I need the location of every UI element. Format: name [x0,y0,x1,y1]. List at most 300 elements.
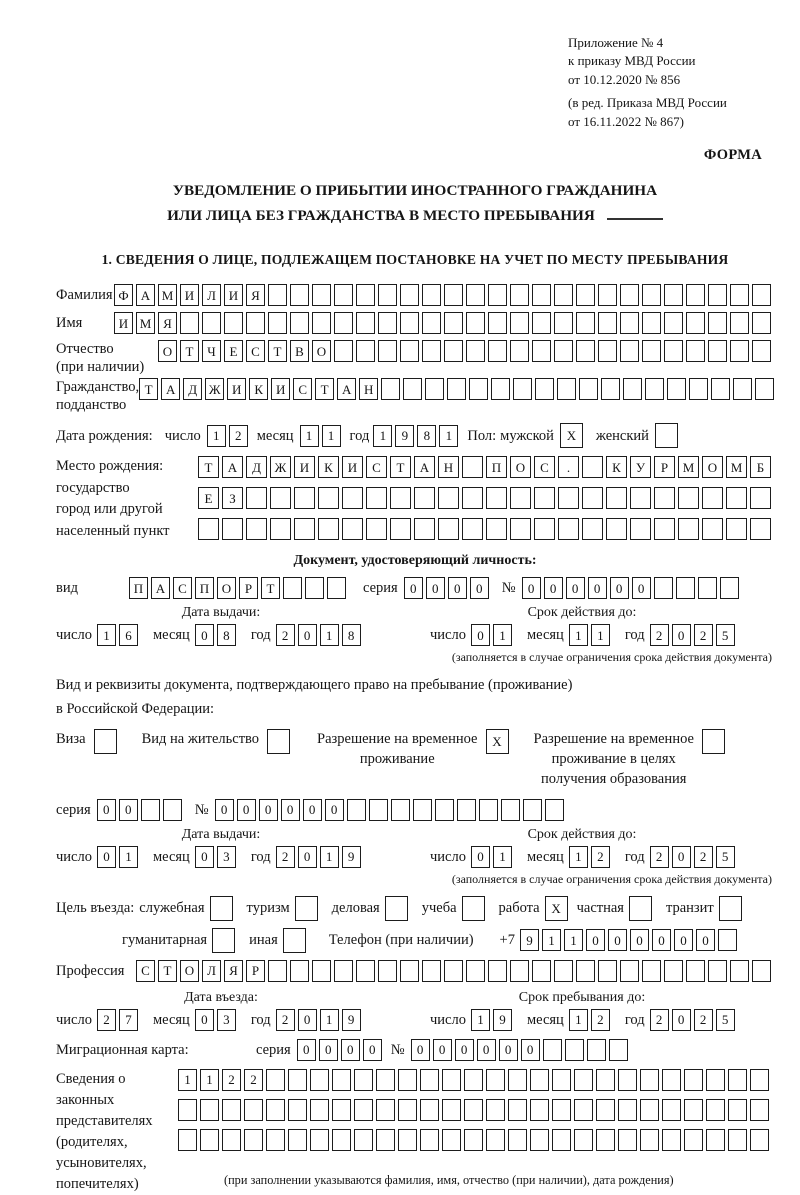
char-cell[interactable] [606,518,627,540]
char-cell[interactable] [354,1099,373,1121]
char-cell[interactable]: К [318,456,339,478]
char-cell[interactable]: 0 [195,846,214,868]
char-cell[interactable]: 2 [650,1009,669,1031]
char-cell[interactable] [642,312,661,334]
char-cell[interactable] [582,518,603,540]
char-cell[interactable] [342,518,363,540]
char-cell[interactable] [728,1069,747,1091]
char-cell[interactable]: У [630,456,651,478]
char-cell[interactable] [726,518,747,540]
char-cell[interactable]: А [161,378,180,400]
char-cell[interactable]: П [195,577,214,599]
char-cell[interactable]: Н [438,456,459,478]
char-cell[interactable] [462,487,483,509]
char-cell[interactable]: Т [268,340,287,362]
char-cell[interactable]: Я [246,284,265,306]
char-cell[interactable] [222,1129,241,1151]
char-cell[interactable] [640,1069,659,1091]
char-cell[interactable] [684,1069,703,1091]
char-cell[interactable] [310,1069,329,1091]
char-cell[interactable]: Т [180,340,199,362]
char-cell[interactable]: 0 [363,1039,382,1061]
char-cell[interactable] [444,312,463,334]
char-cell[interactable]: 5 [716,846,735,868]
char-cell[interactable]: 0 [303,799,322,821]
char-cell[interactable] [366,518,387,540]
char-cell[interactable]: 0 [237,799,256,821]
char-cell[interactable] [464,1069,483,1091]
option-temp-residence-education[interactable] [534,729,728,789]
char-cell[interactable]: 0 [477,1039,496,1061]
char-cell[interactable] [444,960,463,982]
char-cell[interactable] [598,960,617,982]
char-cell[interactable] [601,378,620,400]
char-cell[interactable]: 1 [300,425,319,447]
char-cell[interactable] [510,340,529,362]
char-cell[interactable] [447,378,466,400]
char-cell[interactable] [486,487,507,509]
char-cell[interactable]: 1 [569,846,588,868]
char-cell[interactable]: Д [183,378,202,400]
char-cell[interactable] [750,518,771,540]
char-cell[interactable] [576,340,595,362]
char-cell[interactable] [312,960,331,982]
char-cell[interactable] [726,487,747,509]
char-cell[interactable] [606,487,627,509]
char-cell[interactable]: 7 [119,1009,138,1031]
char-cell[interactable] [466,312,485,334]
char-cell[interactable] [163,799,182,821]
char-cell[interactable]: 0 [298,624,317,646]
char-cell[interactable]: И [114,312,133,334]
char-cell[interactable] [678,487,699,509]
char-cell[interactable]: 0 [97,846,116,868]
char-cell[interactable] [462,896,485,921]
char-cell[interactable] [347,799,366,821]
char-cell[interactable] [720,577,739,599]
char-cell[interactable]: Я [158,312,177,334]
char-cell[interactable] [686,340,705,362]
char-cell[interactable]: М [136,312,155,334]
char-cell[interactable] [510,960,529,982]
char-cell[interactable]: С [293,378,312,400]
char-cell[interactable] [312,312,331,334]
char-cell[interactable] [464,1099,483,1121]
char-cell[interactable]: 0 [544,577,563,599]
char-cell[interactable]: X [486,729,509,754]
char-cell[interactable] [618,1129,637,1151]
char-cell[interactable] [288,1129,307,1151]
char-cell[interactable] [332,1069,351,1091]
char-cell[interactable] [698,577,717,599]
char-cell[interactable]: А [337,378,356,400]
char-cell[interactable] [376,1129,395,1151]
char-cell[interactable] [212,928,235,953]
char-cell[interactable] [444,284,463,306]
char-cell[interactable] [532,340,551,362]
char-cell[interactable] [466,960,485,982]
char-cell[interactable] [488,960,507,982]
char-cell[interactable] [664,312,683,334]
char-cell[interactable]: С [246,340,265,362]
char-cell[interactable] [479,799,498,821]
char-cell[interactable] [640,1129,659,1151]
char-cell[interactable]: З [222,487,243,509]
char-cell[interactable] [582,487,603,509]
char-cell[interactable] [620,284,639,306]
char-cell[interactable] [305,577,324,599]
char-cell[interactable] [684,1129,703,1151]
char-cell[interactable]: 1 [97,624,116,646]
char-cell[interactable] [438,518,459,540]
char-cell[interactable] [545,799,564,821]
char-cell[interactable] [244,1129,263,1151]
char-cell[interactable] [202,312,221,334]
char-cell[interactable]: 0 [404,577,423,599]
char-cell[interactable]: Б [750,456,771,478]
char-cell[interactable] [686,284,705,306]
char-cell[interactable]: 9 [342,846,361,868]
char-cell[interactable] [246,518,267,540]
char-cell[interactable] [664,960,683,982]
char-cell[interactable]: Л [202,960,221,982]
char-cell[interactable] [356,960,375,982]
char-cell[interactable] [530,1099,549,1121]
char-cell[interactable] [642,340,661,362]
char-cell[interactable] [180,312,199,334]
char-cell[interactable]: 0 [588,577,607,599]
char-cell[interactable] [728,1099,747,1121]
char-cell[interactable] [422,284,441,306]
char-cell[interactable] [442,1069,461,1091]
char-cell[interactable]: М [726,456,747,478]
char-cell[interactable] [332,1129,351,1151]
char-cell[interactable] [640,1099,659,1121]
char-cell[interactable] [654,577,673,599]
char-cell[interactable] [444,340,463,362]
char-cell[interactable] [488,284,507,306]
char-cell[interactable]: А [222,456,243,478]
char-cell[interactable] [290,284,309,306]
char-cell[interactable]: 2 [229,425,248,447]
char-cell[interactable]: 2 [591,1009,610,1031]
char-cell[interactable] [268,312,287,334]
char-cell[interactable] [438,487,459,509]
char-cell[interactable] [708,312,727,334]
char-cell[interactable]: Д [246,456,267,478]
char-cell[interactable] [552,1069,571,1091]
char-cell[interactable] [662,1129,681,1151]
char-cell[interactable] [356,340,375,362]
char-cell[interactable]: 0 [630,929,649,951]
char-cell[interactable] [469,378,488,400]
char-cell[interactable]: И [271,378,290,400]
char-cell[interactable] [596,1099,615,1121]
char-cell[interactable] [574,1099,593,1121]
char-cell[interactable] [413,799,432,821]
char-cell[interactable]: . [558,456,579,478]
char-cell[interactable] [246,312,265,334]
char-cell[interactable]: А [151,577,170,599]
char-cell[interactable] [398,1069,417,1091]
char-cell[interactable] [532,960,551,982]
char-cell[interactable] [554,960,573,982]
char-cell[interactable]: 9 [493,1009,512,1031]
char-cell[interactable]: 1 [591,624,610,646]
char-cell[interactable]: 0 [426,577,445,599]
char-cell[interactable] [334,312,353,334]
char-cell[interactable]: 1 [320,624,339,646]
char-cell[interactable] [702,518,723,540]
char-cell[interactable] [587,1039,606,1061]
char-cell[interactable] [283,928,306,953]
char-cell[interactable] [366,487,387,509]
char-cell[interactable] [200,1099,219,1121]
char-cell[interactable]: 0 [195,624,214,646]
char-cell[interactable]: 2 [650,846,669,868]
char-cell[interactable] [730,960,749,982]
char-cell[interactable] [334,960,353,982]
char-cell[interactable] [718,929,737,951]
char-cell[interactable] [403,378,422,400]
char-cell[interactable]: 0 [696,929,715,951]
char-cell[interactable] [676,577,695,599]
char-cell[interactable]: 2 [222,1069,241,1091]
char-cell[interactable] [579,378,598,400]
char-cell[interactable] [288,1069,307,1091]
char-cell[interactable] [310,1129,329,1151]
char-cell[interactable] [523,799,542,821]
char-cell[interactable]: 0 [298,1009,317,1031]
char-cell[interactable] [390,487,411,509]
char-cell[interactable]: 0 [566,577,585,599]
char-cell[interactable]: Р [239,577,258,599]
char-cell[interactable]: 2 [650,624,669,646]
char-cell[interactable]: 2 [276,624,295,646]
char-cell[interactable]: С [366,456,387,478]
char-cell[interactable]: 0 [672,846,691,868]
char-cell[interactable]: 2 [694,846,713,868]
char-cell[interactable] [486,518,507,540]
char-cell[interactable] [706,1099,725,1121]
char-cell[interactable]: К [606,456,627,478]
char-cell[interactable] [558,487,579,509]
char-cell[interactable] [312,284,331,306]
char-cell[interactable] [270,487,291,509]
char-cell[interactable]: 1 [542,929,561,951]
char-cell[interactable] [728,1129,747,1151]
char-cell[interactable]: 2 [276,846,295,868]
char-cell[interactable] [400,340,419,362]
char-cell[interactable]: Р [654,456,675,478]
char-cell[interactable] [750,487,771,509]
char-cell[interactable] [420,1069,439,1091]
char-cell[interactable] [246,487,267,509]
char-cell[interactable] [381,378,400,400]
char-cell[interactable] [342,487,363,509]
char-cell[interactable]: 0 [97,799,116,821]
char-cell[interactable] [554,284,573,306]
char-cell[interactable] [198,518,219,540]
char-cell[interactable] [510,284,529,306]
char-cell[interactable]: 1 [564,929,583,951]
char-cell[interactable] [378,284,397,306]
char-cell[interactable]: 1 [569,1009,588,1031]
char-cell[interactable]: 0 [325,799,344,821]
char-cell[interactable] [576,312,595,334]
char-cell[interactable]: 0 [499,1039,518,1061]
char-cell[interactable] [730,284,749,306]
char-cell[interactable]: 1 [373,425,392,447]
char-cell[interactable]: С [136,960,155,982]
char-cell[interactable]: 8 [217,624,236,646]
char-cell[interactable] [290,960,309,982]
char-cell[interactable] [534,518,555,540]
char-cell[interactable] [752,312,771,334]
char-cell[interactable] [414,518,435,540]
char-cell[interactable]: С [173,577,192,599]
char-cell[interactable] [420,1129,439,1151]
char-cell[interactable] [702,729,725,754]
char-cell[interactable] [178,1099,197,1121]
char-cell[interactable]: Е [198,487,219,509]
char-cell[interactable]: 0 [411,1039,430,1061]
char-cell[interactable] [733,378,752,400]
char-cell[interactable] [708,960,727,982]
char-cell[interactable] [332,1099,351,1121]
char-cell[interactable] [620,960,639,982]
char-cell[interactable] [94,729,117,754]
char-cell[interactable] [629,896,652,921]
char-cell[interactable]: 0 [259,799,278,821]
char-cell[interactable] [598,340,617,362]
char-cell[interactable] [294,518,315,540]
char-cell[interactable] [210,896,233,921]
char-cell[interactable]: 1 [207,425,226,447]
char-cell[interactable] [534,487,555,509]
char-cell[interactable]: Л [202,284,221,306]
char-cell[interactable] [244,1099,263,1121]
char-cell[interactable] [664,284,683,306]
char-cell[interactable] [486,1099,505,1121]
char-cell[interactable]: 8 [417,425,436,447]
char-cell[interactable]: 9 [342,1009,361,1031]
char-cell[interactable] [730,340,749,362]
char-cell[interactable] [630,487,651,509]
char-cell[interactable] [598,284,617,306]
char-cell[interactable] [508,1069,527,1091]
char-cell[interactable] [532,312,551,334]
char-cell[interactable] [466,340,485,362]
char-cell[interactable] [294,487,315,509]
char-cell[interactable] [222,518,243,540]
char-cell[interactable]: 1 [471,1009,490,1031]
char-cell[interactable]: 0 [672,1009,691,1031]
char-cell[interactable] [178,1129,197,1151]
char-cell[interactable] [530,1129,549,1151]
char-cell[interactable] [378,312,397,334]
char-cell[interactable]: X [545,896,568,921]
char-cell[interactable]: 0 [608,929,627,951]
char-cell[interactable] [708,340,727,362]
char-cell[interactable]: 1 [119,846,138,868]
char-cell[interactable]: 9 [520,929,539,951]
char-cell[interactable]: 0 [448,577,467,599]
char-cell[interactable]: 1 [322,425,341,447]
char-cell[interactable] [752,284,771,306]
char-cell[interactable]: М [678,456,699,478]
char-cell[interactable] [356,284,375,306]
char-cell[interactable] [582,456,603,478]
char-cell[interactable]: 0 [586,929,605,951]
char-cell[interactable]: 1 [439,425,458,447]
char-cell[interactable] [719,896,742,921]
char-cell[interactable]: 0 [672,624,691,646]
char-cell[interactable] [318,518,339,540]
char-cell[interactable]: Я [224,960,243,982]
char-cell[interactable]: 0 [281,799,300,821]
char-cell[interactable] [702,487,723,509]
char-cell[interactable] [222,1099,241,1121]
char-cell[interactable] [354,1129,373,1151]
char-cell[interactable]: 0 [341,1039,360,1061]
char-cell[interactable]: Т [261,577,280,599]
char-cell[interactable] [267,729,290,754]
char-cell[interactable] [334,340,353,362]
char-cell[interactable]: О [217,577,236,599]
char-cell[interactable] [752,960,771,982]
char-cell[interactable]: 8 [342,624,361,646]
char-cell[interactable] [290,312,309,334]
char-cell[interactable]: 0 [455,1039,474,1061]
char-cell[interactable]: 0 [319,1039,338,1061]
char-cell[interactable] [711,378,730,400]
char-cell[interactable]: X [560,423,583,448]
char-cell[interactable] [655,423,678,448]
char-cell[interactable] [266,1129,285,1151]
char-cell[interactable] [530,1069,549,1091]
char-cell[interactable] [620,340,639,362]
char-cell[interactable]: О [158,340,177,362]
char-cell[interactable]: Н [359,378,378,400]
char-cell[interactable] [662,1069,681,1091]
char-cell[interactable] [609,1039,628,1061]
char-cell[interactable]: Т [390,456,411,478]
char-cell[interactable]: 3 [217,1009,236,1031]
char-cell[interactable] [510,312,529,334]
char-cell[interactable] [598,312,617,334]
char-cell[interactable] [574,1069,593,1091]
char-cell[interactable]: П [486,456,507,478]
char-cell[interactable] [283,577,302,599]
char-cell[interactable] [400,284,419,306]
char-cell[interactable] [596,1069,615,1091]
char-cell[interactable]: И [342,456,363,478]
char-cell[interactable]: К [249,378,268,400]
char-cell[interactable] [554,312,573,334]
char-cell[interactable] [200,1129,219,1151]
char-cell[interactable]: 2 [276,1009,295,1031]
char-cell[interactable] [420,1099,439,1121]
char-cell[interactable] [422,312,441,334]
char-cell[interactable] [508,1099,527,1121]
char-cell[interactable] [334,284,353,306]
char-cell[interactable] [266,1069,285,1091]
char-cell[interactable]: Ж [205,378,224,400]
char-cell[interactable] [565,1039,584,1061]
char-cell[interactable]: О [180,960,199,982]
char-cell[interactable] [535,378,554,400]
